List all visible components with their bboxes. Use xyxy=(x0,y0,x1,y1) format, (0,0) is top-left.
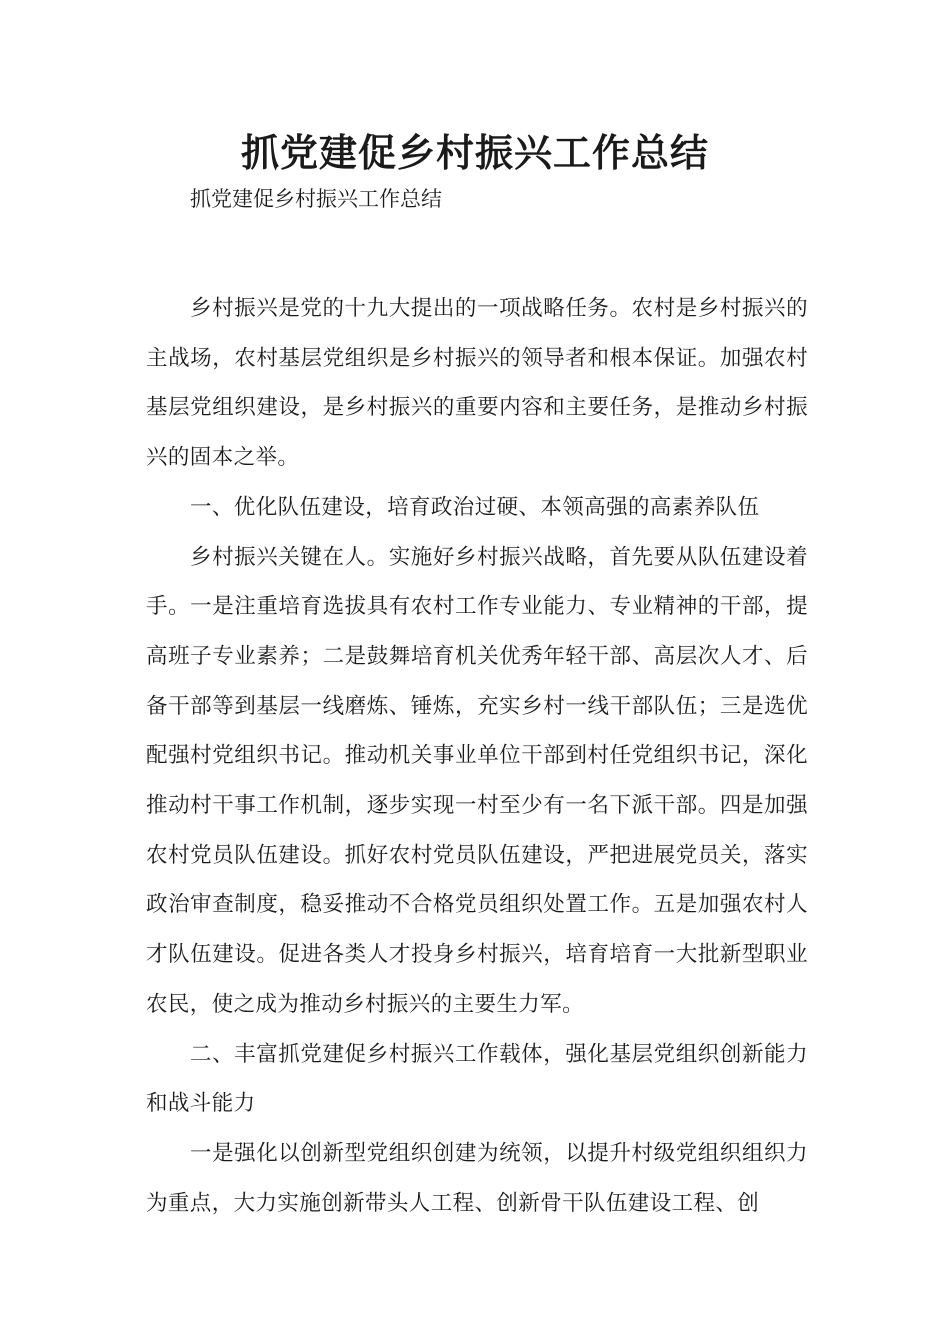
document-body xyxy=(146,284,808,1228)
paragraph-team-building: 乡村振兴关键在人。实施好乡村振兴战略，首先要从队伍建设着手。一是注重培育选拔具有农村工作专业能力、专业精神的干部，提高班子专业素养；二是鼓舞培育机关优秀年轻干部、高层次人才、后备干部等到基层一线磨炼、锤炼，充实乡村一线干部队伍；三是选优配强村党组织书记。推动机关事业单位干部到村任党组织书记，深化推动村干事工作机制，逐步实现一村至少有一名下派干部。四是加强农村党员队伍建设。抓好农村党员队伍建设，严把进展党员关，落实政治审查制度，稳妥推动不合格党员组织处置工作。五是加强农村人才队伍建设。促进各类人才投身乡村振兴，培育培育一大批新型职业农民，使之成为推动乡村振兴的主要生力军。 xyxy=(146,544,808,1017)
paragraph-innovation: 一是强化以创新型党组织创建为统领，以提升村级党组织组织力为重点，大力实施创新带头人工程、创新骨干队伍建设工程、创 xyxy=(146,1140,808,1216)
section-heading-2: 二、丰富抓党建促乡村振兴工作载体，强化基层党组织创新能力和战斗能力 xyxy=(146,1041,808,1117)
paragraph-intro: 乡村振兴是党的十九大提出的一项战略任务。农村是乡村振兴的主战场，农村基层党组织是乡村振兴的领导者和根本保证。加强农村基层党组织建设，是乡村振兴的重要内容和主要任务，是推动乡村振兴的固本之举。 xyxy=(146,296,808,471)
section-heading-1: 一、优化队伍建设，培育政治过硬、本领高强的高素养队伍 xyxy=(190,494,760,520)
document-title: 抓党建促乡村振兴工作总结 xyxy=(240,131,709,175)
document-subtitle: 抓党建促乡村振兴工作总结 xyxy=(190,187,442,211)
